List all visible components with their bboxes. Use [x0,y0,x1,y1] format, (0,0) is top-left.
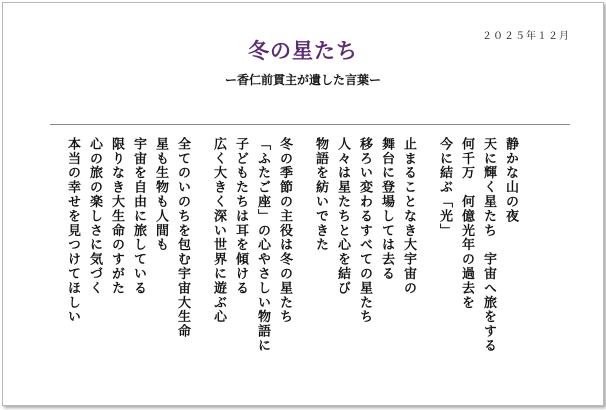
page-subtitle: ー香仁前貫主が遺した言葉ー [224,73,381,87]
poem-line: 星も生物も人間も [153,137,168,253]
poem-line: 広く大きく深い世界に遊ぶ心 [211,137,226,325]
poem-line: 本当の幸せを見つけてほしい [65,137,80,325]
card [2,2,604,406]
poem-line: 舞台に登場しては去る [379,137,394,281]
poem-line: 何千万 何億光年の過去を [459,137,474,310]
stanza-gap [295,137,309,399]
poem-line: 冬の季節の主役は冬の星たち [277,137,292,325]
poem-line: 心の旅の楽しさに気づく [87,137,102,296]
poem-line: 物語を紡いできた [313,137,328,253]
divider [50,124,570,125]
poem-line: 今に結ぶ「光」 [437,137,452,238]
stanza-gap [419,137,433,399]
page-title: 冬の星たち [248,38,358,63]
poem-line: 宇宙を自由に旅している [131,137,146,296]
poem [61,137,521,399]
poem-line: 人々は星たちと心を結び [335,137,350,296]
poem-line: 天に輝く星たち 宇宙へ旅をする [481,137,496,353]
poem-line: 移ろい変わるすべての星たち [357,137,372,325]
poem-line: 「ふたご座」の心やさしい物語に [255,137,270,353]
poem-line: 限りなき大生命のすがた [109,137,124,296]
date-label: ２０２５年１２月 [482,31,570,42]
poem-line: 子どもたちは耳を傾ける [233,137,248,296]
stanza-gap [193,137,207,399]
poem-line: 全てのいのちを包む宇宙大生命 [175,137,190,339]
poem-line: 止まることなき大宇宙の [401,137,416,296]
poem-line: 静かな山の夜 [503,137,518,224]
